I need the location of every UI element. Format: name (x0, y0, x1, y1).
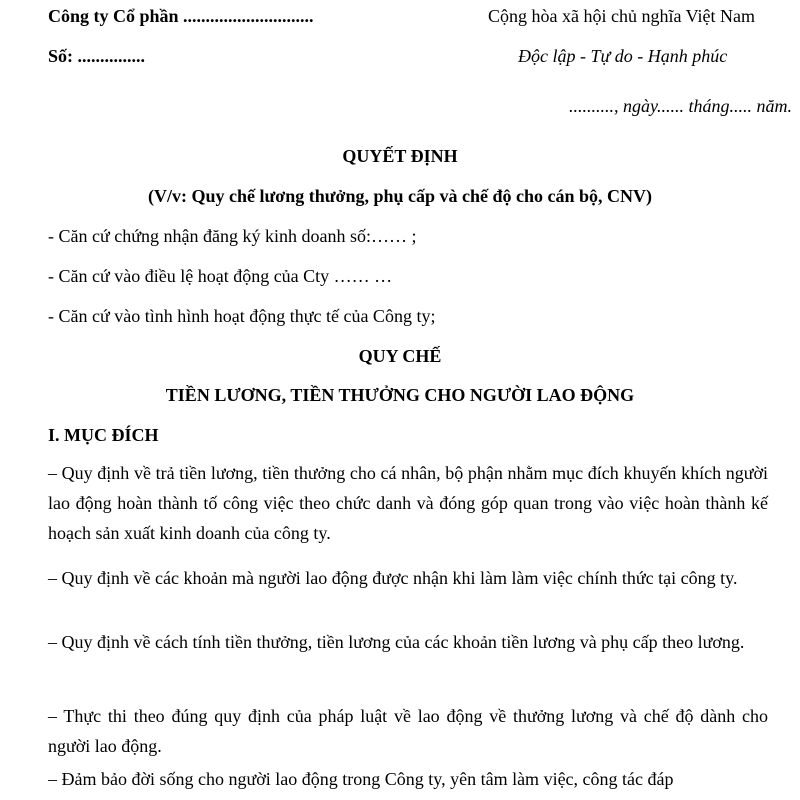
paragraph-4: – Thực thi theo đúng quy định của pháp luật về lao động về thưởng lương và chế độ dành cho người lao động. (48, 706, 768, 756)
basis-line-2: - Căn cứ vào điều lệ hoạt động của Cty …… … (48, 266, 393, 286)
document-number: Số: ............... (48, 46, 146, 66)
decision-subject: (V/v: Quy chế lương thưởng, phụ cấp và chế độ cho cán bộ, CNV) (147, 186, 653, 206)
date-line: .........., ngày...... tháng..... năm. (569, 96, 792, 116)
basis-line-3: - Căn cứ vào tình hình hoạt động thực tế của Công ty; (48, 306, 436, 326)
national-motto: Độc lập - Tự do - Hạnh phúc (518, 46, 728, 66)
paragraph-5: – Đảm bảo đời sống cho người lao động trong Công ty, yên tâm làm việc, công tác đáp (48, 769, 674, 789)
basis-line-1: - Căn cứ chứng nhận đăng ký kinh doanh số:…… ; (48, 226, 417, 246)
country-name: Cộng hòa xã hội chủ nghĩa Việt Nam (488, 6, 756, 26)
regulation-subtitle: TIỀN LƯƠNG, TIỀN THƯỞNG CHO NGƯỜI LAO ĐỘNG (165, 385, 635, 405)
section-heading: I. MỤC ĐÍCH (48, 425, 159, 445)
paragraph-3: – Quy định về cách tính tiền thưởng, tiền lương của các khoản tiền lương và phụ cấp theo lương. (48, 632, 745, 652)
decision-title: QUYẾT ĐỊNH (342, 146, 458, 166)
paragraph-1: – Quy định về trả tiền lương, tiền thưởng cho cá nhân, bộ phận nhằm mục đích khuyến khích người lao động hoàn thành tố công việc theo chức danh và đóng góp quan trong vào việc hoàn thành kế hoạch sản xuất kinh doanh của công ty. (48, 463, 768, 543)
regulation-title: QUY CHẾ (358, 346, 442, 366)
paragraph-2: – Quy định về các khoản mà người lao động được nhận khi làm làm việc chính thức tại công ty. (48, 568, 738, 588)
company-name: Công ty Cổ phần ............................. (48, 6, 314, 26)
